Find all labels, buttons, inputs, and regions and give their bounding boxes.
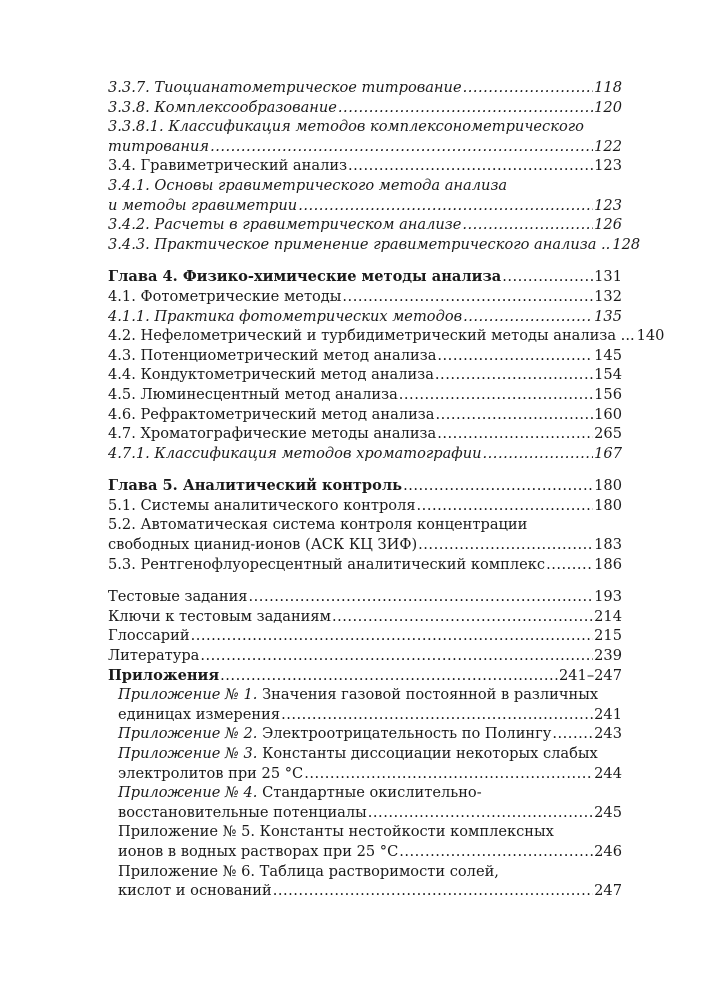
toc-entry-appendix-5-line1[interactable]: Приложение № 5. Константы нестойкости комплексных [118,823,554,841]
toc-entry-4-1[interactable] [108,287,622,307]
toc-title: свободных цианид-ионов (АСК КЦ ЗИФ) [108,536,418,554]
toc-entry-appendix-6-line1[interactable]: Приложение № 6. Таблица растворимости солей, [118,862,499,880]
toc-page: 123 [594,157,622,175]
toc-page: 122 [594,137,622,155]
leader-dots [417,496,594,516]
section-gap [108,254,622,267]
toc-page: 180 [594,496,622,514]
section-gap [108,463,622,476]
leader-dots [304,764,593,784]
toc-title: Электроотрицательность по Полингу [257,725,552,743]
toc-entry-3-3-8[interactable] [108,98,622,118]
leader-dots [332,607,593,627]
toc-entry-4-5[interactable] [108,385,622,405]
leader-dots [418,535,593,555]
toc-entry-4-1-1[interactable] [108,307,622,327]
toc-title: и методы гравиметрии [108,196,298,214]
toc-entry-appendix-1-line2[interactable] [108,705,622,725]
leader-dots [220,666,558,686]
leader-dots [273,881,593,901]
toc-page: 239 [594,647,622,665]
leader-dots [502,267,593,287]
leader-dots [191,626,594,646]
toc-entry-appendix-6-line2[interactable] [108,881,622,901]
toc-title: электролитов при 25 °С [118,764,304,782]
leader-dots [403,476,593,496]
toc-entry-5-2-line2[interactable] [108,535,622,555]
toc-page: 214 [594,607,622,625]
toc-entry-keys[interactable] [108,607,622,627]
leader-dots [200,646,593,666]
toc-title: ионов в водных растворах при 25 °С [118,842,399,860]
toc-title: 5.1. Системы аналитического контроля [108,496,416,514]
toc-page: 140 [636,327,665,345]
toc-page: 123 [594,196,622,214]
toc-title: 3.3.7. Тиоцианатометрическое титрование [108,79,462,96]
toc-entry-appendix-2[interactable] [108,724,622,744]
toc-title: 4.6. Рефрактометрический метод анализа [108,405,435,423]
leader-dots [462,215,593,235]
toc-entry-appendix-5-line2[interactable] [108,842,622,862]
leader-dots [463,78,594,98]
toc-title: Ключи к тестовым заданиям [108,607,331,625]
toc-page: 128 [612,235,641,253]
toc-title: кислот и оснований [118,882,272,900]
toc-title: 4.1.1. Практика фотометрических методов [108,307,463,325]
leader-dots [437,424,593,444]
toc-page: 131 [594,268,622,286]
toc-entry-4-3[interactable] [108,346,622,366]
toc-title: 4.4. Кондуктометрический метод анализа [108,366,434,384]
toc-title: 4.5. Люминесцентный метод анализа [108,385,398,403]
appendix-label: Приложение № 2. [118,725,258,743]
toc-entry-chapter-5[interactable] [108,476,622,496]
leader-dots [399,385,593,405]
toc-page: 215 [594,627,622,645]
leader-dots [338,98,593,118]
toc-title: 5.3. Рентгенофлуоресцентный аналитический комплекс [108,555,546,573]
toc-entry-literature[interactable] [108,646,622,666]
toc-entry-4-6[interactable] [108,405,622,425]
leader-dots [249,587,594,607]
toc-title: 3.4.2. Расчеты в гравиметрическом анализе [108,216,462,234]
toc-page: 245 [594,803,622,821]
toc-title: Приложения [108,666,220,684]
toc-page: 193 [594,588,622,606]
toc-title: 3.3.8. Комплексообразование [108,98,337,116]
toc-entry-3-4-1-line1[interactable]: 3.4.1. Основы гравиметрического метода анализа [108,176,508,194]
toc-title: Стандартные окислительно- [257,784,482,802]
toc-title: 3.4.3. Практическое применение гравиметрического анализа .. [108,235,611,253]
toc-entry-3-4-1-line2[interactable] [108,196,622,216]
toc-entry-5-1[interactable] [108,496,622,516]
leader-dots [399,842,593,862]
leader-dots [546,555,593,575]
appendix-label: Приложение № 3. [118,745,258,762]
toc-entry-appendices[interactable] [108,666,622,686]
toc-entry-3-4[interactable] [108,156,622,176]
toc-title: единицах измерения [118,705,281,723]
toc-title: 4.1. Фотометрические методы [108,287,342,305]
toc-page: 132 [594,287,622,305]
toc-page: 120 [594,98,622,116]
toc-title: 4.7.1. Классификация методов хроматографии [108,444,482,462]
toc-entry-appendix-4-line2[interactable] [108,803,622,823]
toc-entry-4-7[interactable] [108,424,622,444]
toc-title: 4.3. Потенциометрический метод анализа [108,346,437,364]
toc-page: 246 [594,842,622,860]
toc-page: 265 [594,425,622,443]
toc-page: 160 [594,405,622,423]
toc-entry-appendix-4-line1[interactable] [108,783,622,803]
toc-title: 4.7. Хроматографические методы анализа [108,425,437,443]
toc-page: 247 [594,882,622,900]
toc-entry-4-4[interactable] [108,365,622,385]
toc-entry-4-2[interactable] [108,326,665,346]
leader-dots [552,724,593,744]
toc-entry-appendix-3-line2[interactable] [108,764,622,784]
leader-dots [435,365,593,385]
toc-page: 118 [594,79,622,96]
toc-entry-3-3-8-1-line2[interactable] [108,137,622,157]
leader-dots [281,705,593,725]
toc-entry-tests[interactable] [108,587,622,607]
toc-entry-5-2-line1[interactable]: 5.2. Автоматическая система контроля концентрации [108,516,528,534]
toc-title: восстановительные потенциалы [118,803,367,821]
toc-page: 241 [594,705,622,723]
toc-entry-appendix-1-line1[interactable] [108,685,622,705]
toc-entry-3-3-8-1-line1[interactable]: 3.3.8.1. Классификация методов комплексонометрического [108,118,584,136]
toc-title: Глава 5. Аналитический контроль [108,477,403,495]
toc-entry-chapter-4[interactable] [108,267,622,287]
toc-entry-4-7-1[interactable] [108,444,622,464]
appendix-label: Приложение № 4. [118,784,258,802]
toc-page: 154 [594,366,622,384]
toc-title: Константы диссоциации некоторых слабых [257,745,598,762]
leader-dots [463,307,593,327]
leader-dots [342,287,593,307]
toc-entry-3-3-7[interactable] [108,78,622,98]
toc-page: 186 [594,555,622,573]
toc-title: Тестовые задания [108,588,248,606]
toc-page: 241–247 [558,666,622,684]
toc-page: 156 [594,385,622,403]
toc-title: Глоссарий [108,627,190,645]
table-of-contents [108,78,665,901]
leader-dots [348,156,593,176]
toc-entry-3-4-2[interactable] [108,215,622,235]
toc-title: 4.2. Нефелометрический и турбидиметрический методы анализа ... [108,327,635,345]
toc-entry-5-3[interactable] [108,555,622,575]
toc-page: 145 [594,346,622,364]
toc-entry-appendix-3-line1[interactable] [108,744,622,764]
toc-title: 3.4. Гравиметрический анализ [108,157,348,175]
leader-dots [368,803,593,823]
toc-page: 243 [594,725,622,743]
toc-page: 126 [594,216,622,234]
toc-page: 135 [594,307,622,325]
toc-title: титрования [108,137,210,155]
toc-page: 180 [594,477,622,495]
leader-dots [210,137,593,157]
leader-dots [483,444,594,464]
toc-entry-3-4-3[interactable] [108,235,641,255]
toc-page: 244 [594,764,622,782]
toc-page: 167 [594,444,622,462]
toc-title: Значения газовой постоянной в различных [257,686,599,704]
leader-dots [435,405,593,425]
toc-title: Литература [108,647,200,665]
leader-dots [437,346,593,366]
toc-title: Глава 4. Физико-химические методы анализа [108,268,502,286]
section-gap [108,574,622,587]
appendix-label: Приложение № 1. [118,686,258,704]
leader-dots [298,196,593,216]
toc-page: 183 [594,536,622,554]
toc-entry-glossary[interactable] [108,626,622,646]
